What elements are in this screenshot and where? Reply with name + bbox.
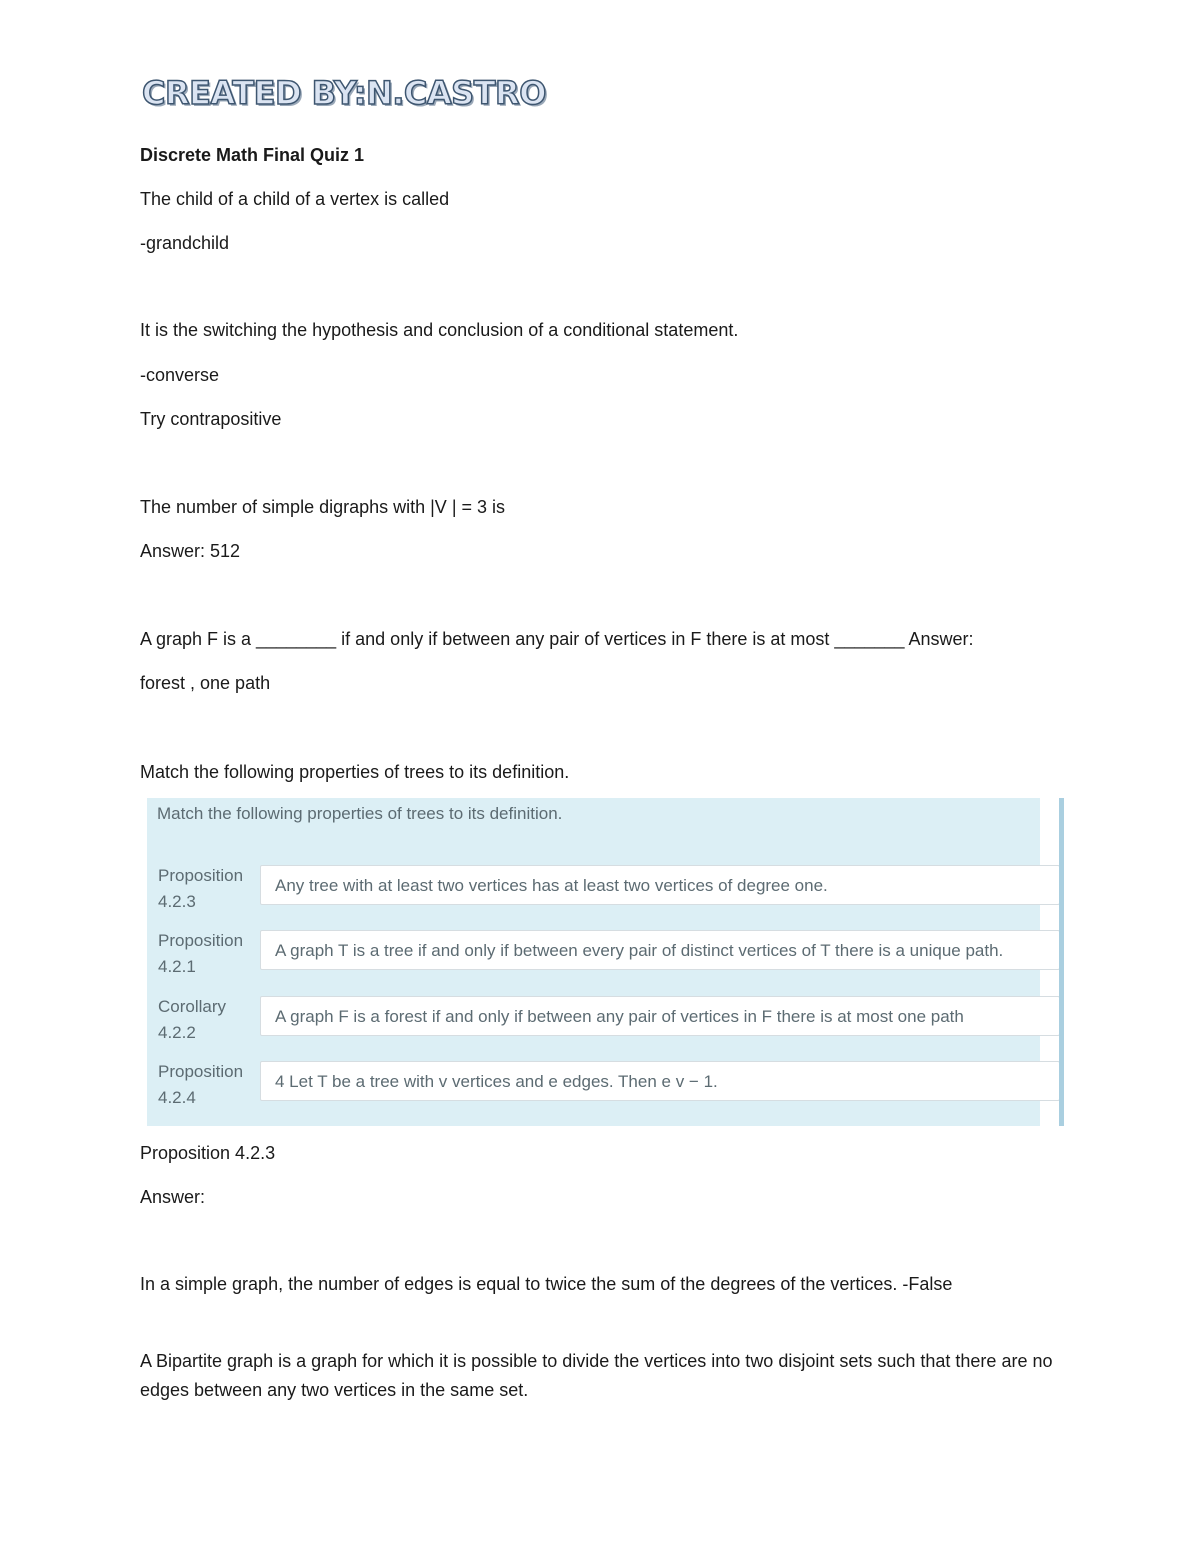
quiz-title: Discrete Math Final Quiz 1 [140,145,365,165]
question-4: A graph F is a ________ if and only if between any pair of vertices in F there is at most _______ Answer: [140,629,974,649]
match-definition-box [260,865,1060,905]
match-after-label: Proposition 4.2.3 [140,1143,276,1163]
statement-6: In a simple graph, the number of edges is equal to twice the sum of the degrees of the vertices. -False [140,1274,953,1294]
match-label-line2: 4.2.1 [158,957,196,976]
match-definition-text: A graph T is a tree if and only if between every pair of distinct vertices of T there is a unique path. [275,941,1004,960]
match-answer-label: Answer: [140,1187,206,1207]
match-definition-box [260,996,1060,1036]
answer-4: forest , one path [140,673,271,693]
matching-screenshot-panel [147,798,1040,1126]
match-row-label [158,928,258,980]
match-definition-text: 4 Let T be a tree with v vertices and e edges. Then e v − 1. [275,1072,718,1091]
match-label-line2: 4.2.2 [158,1023,196,1042]
note-2: Try contrapositive [140,409,282,429]
match-row-label [158,994,258,1046]
match-definition-box [260,1061,1060,1101]
match-label-line2: 4.2.4 [158,1088,196,1107]
match-row [147,930,1059,986]
question-2: It is the switching the hypothesis and conclusion of a conditional statement. [140,320,739,340]
match-label-line1: Corollary [158,997,227,1016]
match-row-label [158,1059,258,1111]
match-row [147,865,1059,921]
question-1: The child of a child of a vertex is called [140,189,450,209]
panel-title: Match the following properties of trees to its definition. [157,804,563,823]
question-3: The number of simple digraphs with |V | = 3 is [140,497,506,517]
match-label-line1: Proposition [158,931,244,950]
question-5: Match the following properties of trees to its definition. [140,762,570,782]
match-definition-text: A graph F is a forest if and only if between any pair of vertices in F there is at most one path [275,1007,964,1026]
match-row [147,996,1059,1052]
match-label-line2: 4.2.3 [158,892,196,911]
match-row-label [158,863,258,915]
match-row [147,1061,1059,1117]
match-label-line1: Proposition [158,1062,244,1081]
match-definition-text: Any tree with at least two vertices has at least two vertices of degree one. [275,876,828,895]
answer-1: -grandchild [140,233,230,253]
answer-3: Answer: 512 [140,541,241,561]
match-definition-box [260,930,1060,970]
panel-scrollbar [1059,798,1064,1126]
match-label-line1: Proposition [158,866,244,885]
answer-2: -converse [140,365,220,385]
created-by-header: CREATED BY:N.CASTRO [142,74,546,112]
statement-7: A Bipartite graph is a graph for which it is possible to divide the vertices into two disjoint sets such that there are no edges between any two vertices in the same set. [140,1351,1053,1400]
